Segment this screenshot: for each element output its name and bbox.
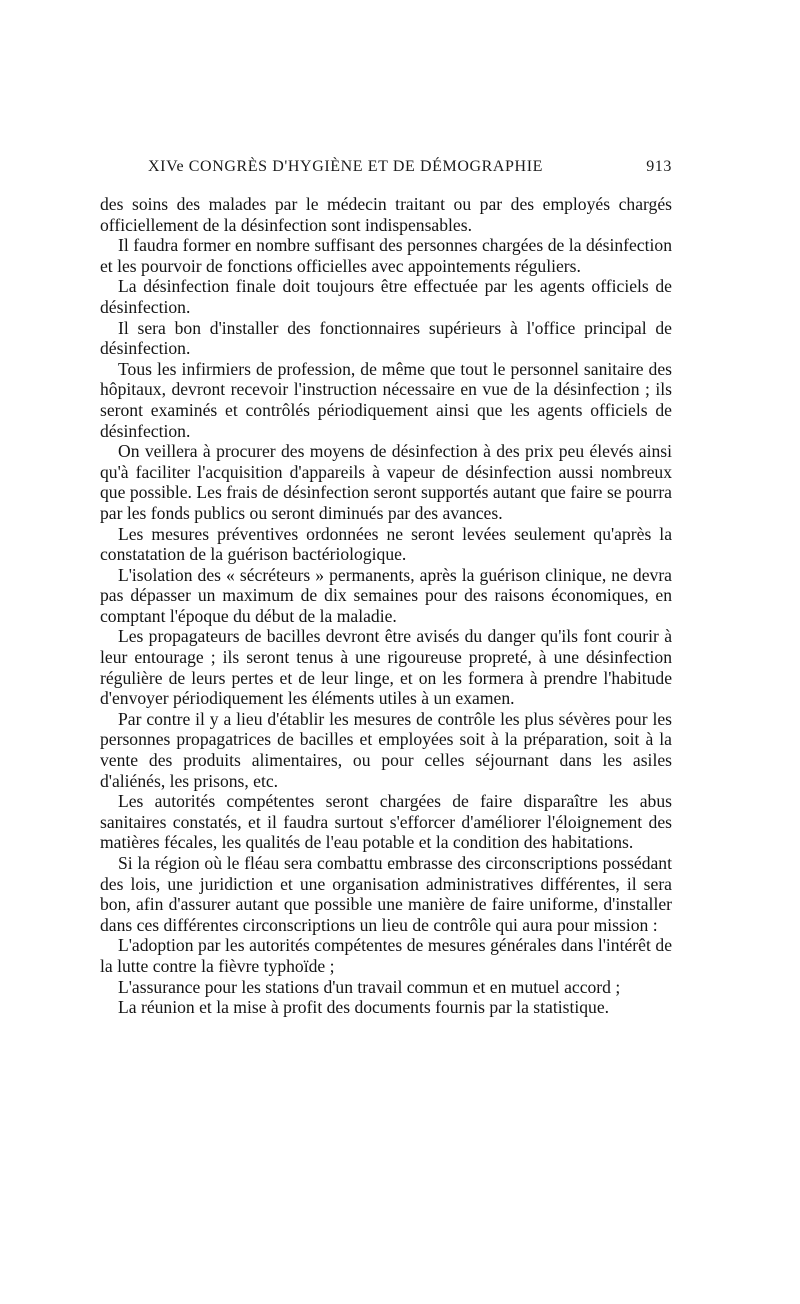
body-text (100, 194, 672, 1018)
running-title: XIVe CONGRÈS D'HYGIÈNE ET DE DÉMOGRAPHIE (148, 158, 544, 175)
paragraph: Si la région où le fléau sera combattu embrasse des circonscriptions possédant des lois, une juridiction et une organisation administratives différentes, il sera bon, afin d'assurer autant que possible une manière de faire uniforme, d'installer dans ces différentes circonscriptions un lieu de contrôle qui aura pour mission : (100, 853, 672, 935)
paragraph: L'isolation des « sécréteurs » permanents, après la guérison clinique, ne devra pas dépasser un maximum de dix semaines pour des raisons économiques, en comptant l'époque du début de la maladie. (100, 564, 672, 626)
paragraph: La désinfection finale doit toujours être effectuée par les agents officiels de désinfection. (100, 276, 672, 317)
running-head (148, 158, 672, 184)
paragraph: L'adoption par les autorités compétentes de mesures générales dans l'intérêt de la lutte contre la fièvre typhoïde ; (100, 935, 672, 976)
page-number: 913 (646, 158, 672, 175)
paragraph: des soins des malades par le médecin traitant ou par des employés chargés officiellement de la désinfection sont indispensables. (100, 194, 672, 235)
paragraph: Il faudra former en nombre suffisant des personnes chargées de la désinfection et les pourvoir de fonctions officielles avec appointements réguliers. (100, 235, 672, 276)
paragraph: Les propagateurs de bacilles devront être avisés du danger qu'ils font courir à leur entourage ; ils seront tenus à une rigoureuse propreté, à une désinfection régulière de leurs pertes et de leur linge, et on les formera à prendre l'habitude d'envoyer périodiquement les éléments utiles à un examen. (100, 626, 672, 709)
paragraph: On veillera à procurer des moyens de désinfection à des prix peu élevés ainsi qu'à faciliter l'acquisition d'appareils à vapeur de désinfection aussi nombreux que possible. Les frais de désinfection seront supportés autant que faire se pourra par les fonds publics ou seront diminués par des avances. (100, 441, 672, 523)
paragraph: La réunion et la mise à profit des documents fournis par la statistique. (118, 997, 610, 1018)
paragraph: Les mesures préventives ordonnées ne seront levées seulement qu'après la constatation de la guérison bactériologique. (100, 523, 672, 565)
paragraph: Tous les infirmiers de profession, de même que tout le personnel sanitaire des hôpitaux, devront recevoir l'instruction nécessaire en vue de la désinfection ; ils seront examinés et contrôlés périodiquement ainsi que les agents officiels de désinfection. (100, 358, 672, 441)
paragraph: Les autorités compétentes seront chargées de faire disparaître les abus sanitaires constatés, et il faudra surtout s'efforcer d'améliorer l'éloignement des matières fécales, les qualités de l'eau potable et la condition des habitations. (100, 791, 672, 853)
paragraph: Par contre il y a lieu d'établir les mesures de contrôle les plus sévères pour les personnes propagatrices de bacilles et employées soit à la préparation, soit à la vente des produits alimentaires, ou pour celles séjournant dans les asiles d'aliénés, les prisons, etc. (100, 708, 672, 791)
paragraph: Il sera bon d'installer des fonctionnaires supérieurs à l'office principal de désinfection. (100, 317, 672, 359)
paragraph: L'assurance pour les stations d'un travail commun et en mutuel accord ; (118, 976, 621, 997)
